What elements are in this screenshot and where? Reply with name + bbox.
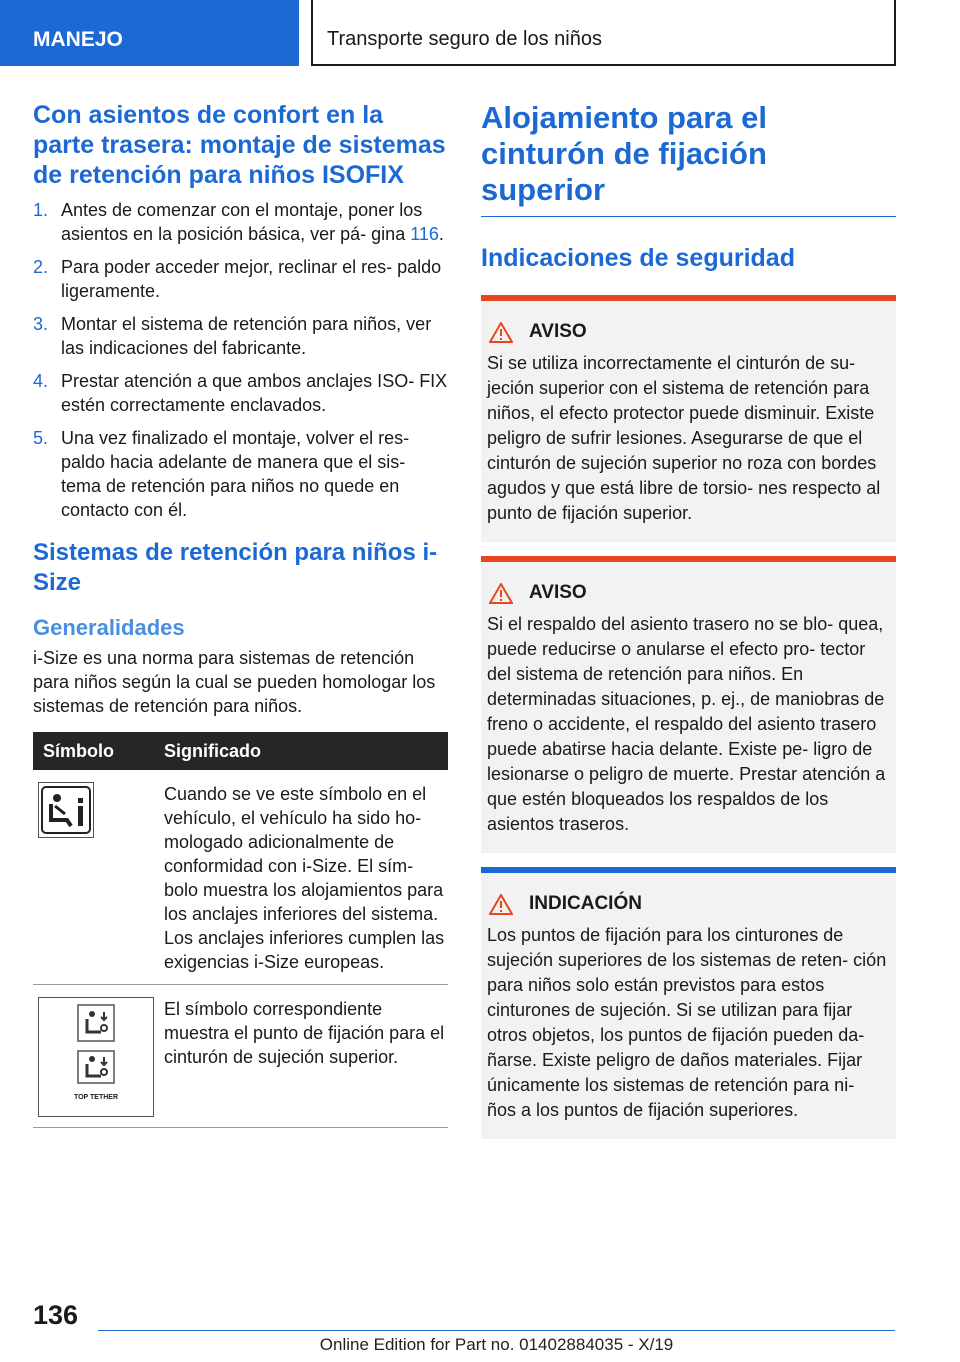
left-column xyxy=(33,100,448,1128)
notice-label: INDICACIÓN xyxy=(529,893,642,914)
symbol-table xyxy=(33,732,448,1128)
meaning-text: Cuando se ve este símbolo en el vehículo, el vehículo ha sido ho‐ mologado adicionalmente de conformidad con i-Size. El sím‐ bolo muestra los alojamientos para los anclajes inferiores del sistema. Los anclajes inferiores cumplen las exigencias i-Size europeas. xyxy=(154,770,448,985)
top-tether-icon xyxy=(38,997,154,1117)
step-item: 1. Antes de comenzar con el montaje, poner los asientos en la posición básica, ver pá‐ gina 116. xyxy=(33,200,444,244)
step-item: 2. Para poder acceder mejor, reclinar el res‐ paldo ligeramente. xyxy=(33,257,442,301)
isofix-heading: Con asientos de confort en la parte trasera: montaje de sistemas de retención para niños ISOFIX xyxy=(33,101,446,189)
general-heading: Generalidades xyxy=(33,615,185,640)
right-column xyxy=(481,100,896,1139)
section-tab: MANEJO xyxy=(0,0,299,66)
page-number: 136 xyxy=(33,1300,79,1330)
page-link[interactable]: 116 xyxy=(410,224,439,244)
isize-heading: Sistemas de retención para niños i-Size xyxy=(33,539,438,596)
edition-text: Online Edition for Part no. 01402884035 - X/19 xyxy=(319,1335,674,1354)
header-meaning: Significado xyxy=(154,732,448,770)
warning-text: Si se utiliza incorrectamente el cinturón de su‐ jeción superior con el sistema de retención para niños, el efecto protector puede disminuir. Existe peligro de sufrir lesiones. Asegurarse de que el cinturón de sujeción superior no roza con bordes agudos y que está libre de torsio‐ nes respecto al punto de fijación superior. xyxy=(487,353,881,523)
notice-box xyxy=(481,867,896,1139)
warning-triangle-icon xyxy=(489,322,513,343)
chapter-title: Transporte seguro de los niños xyxy=(311,0,896,66)
step-item: 3. Montar el sistema de retención para niños, ver las indicaciones del fabricante. xyxy=(33,314,432,358)
page-header xyxy=(0,0,960,66)
step-item: 5. Una vez finalizado el montaje, volver el res‐ paldo hacia adelante de manera que el sis‐ tema de retención para niños no quede en contacto con él. xyxy=(33,428,410,520)
top-tether-heading: Alojamiento para el cinturón de fijación superior xyxy=(481,100,767,207)
top-tether-label: TOP TETHER xyxy=(73,1094,119,1101)
meaning-text: El símbolo correspondiente muestra el punto de fijación para el cinturón de sujeción superior. xyxy=(154,985,448,1128)
footer-rule xyxy=(98,1330,895,1331)
step-item: 4. Prestar atención a que ambos anclajes ISO‐ FIX estén correctamente enclavados. xyxy=(33,371,448,415)
warning-box xyxy=(481,295,896,542)
warning-label: AVISO xyxy=(529,321,587,342)
table-row xyxy=(33,770,448,985)
warning-triangle-icon xyxy=(489,894,513,915)
heading-rule xyxy=(481,216,896,217)
isofix-steps xyxy=(33,198,448,522)
warning-triangle-icon xyxy=(489,583,513,604)
header-symbol: Símbolo xyxy=(33,732,154,770)
warning-text: Si el respaldo del asiento trasero no se blo‐ quea, puede reducirse o anularse el efecto pro‐ tector del sistema de retención para niños. En determinadas situaciones, p. ej., de maniobras de freno o accidente, el respaldo del asiento trasero puede abatirse hacia delante. Existe pe‐ ligro de lesionarse o peligro de muerte. Prestar atención a que estén bloqueados los respaldos de los asientos traseros. xyxy=(487,614,886,834)
notice-text: Los puntos de fijación para los cinturones de sujeción superiores de los sistemas de reten‐ ción para niños solo están previstos para estos cinturones de sujeción. Si se utilizan para fijar otros objetos, los puntos de fijación pueden da‐ ñarse. Existe peligro de daños materiales. Fijar únicamente los sistemas de retención para ni‐ ños a los puntos de fijación superiores. xyxy=(487,925,887,1120)
safety-heading: Indicaciones de seguridad xyxy=(481,244,795,272)
warning-box xyxy=(481,556,896,853)
general-text: i-Size es una norma para sistemas de retención para niños según la cual se pueden homologar los sistemas de retención para niños. xyxy=(33,648,436,716)
isize-seat-icon xyxy=(38,782,94,838)
warning-label: AVISO xyxy=(529,582,587,603)
table-row xyxy=(33,985,448,1128)
